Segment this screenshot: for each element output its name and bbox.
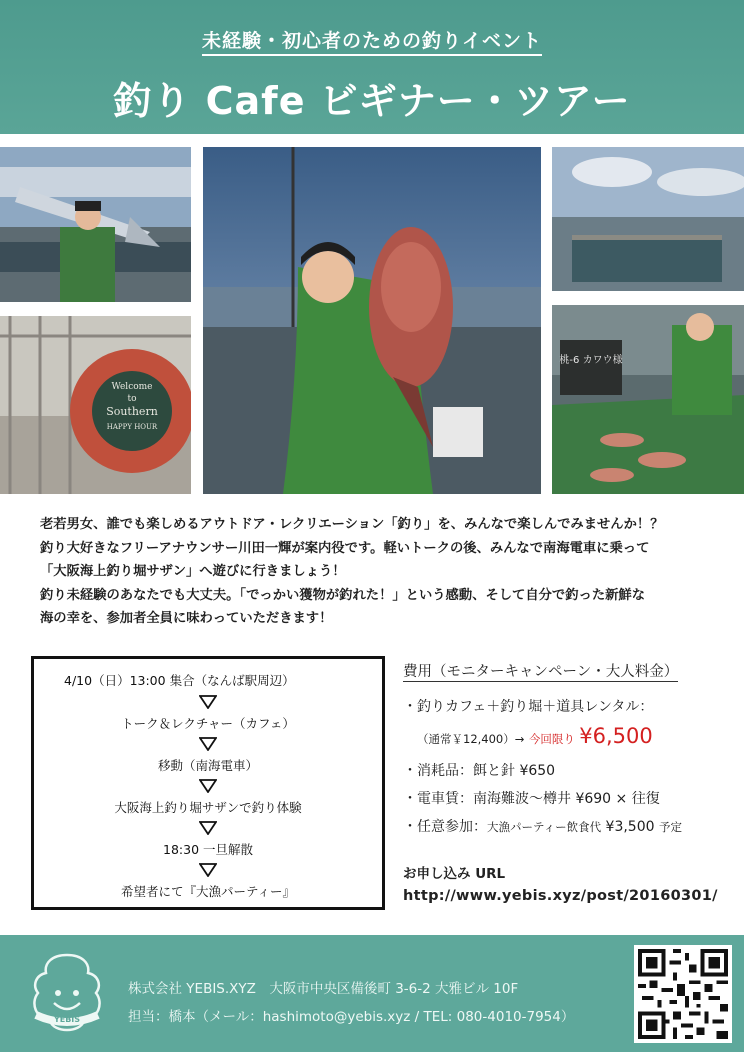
intro-line: 「大阪海上釣り堀サザン」へ遊びに行きましょう！ (40, 564, 346, 579)
board-text: 桃-6 カワウ様 (559, 355, 623, 366)
fee-item-1-price-row (417, 724, 653, 748)
apply-url-link[interactable]: http://www.yebis.xyz/post/20160301/ (403, 888, 718, 904)
photo-man-with-fish (0, 147, 191, 302)
schedule-box (31, 656, 385, 910)
company-address: 株式会社 YEBIS.XYZ 大阪市中央区備後町 3-6-2 大雅ビル 10F (128, 981, 519, 997)
qr-code-icon[interactable] (634, 945, 732, 1043)
intro-text (40, 513, 710, 631)
event-subtitle: 未経験・初心者のための釣りイベント (0, 26, 744, 53)
fee-item-4-suffix: 予定 (659, 820, 682, 834)
down-arrow-icon (199, 821, 217, 835)
footer (0, 935, 744, 1052)
schedule-step-5: 18:30 一旦解散 (163, 842, 253, 857)
sign-text-1: Welcome (111, 382, 153, 392)
schedule-step-1: 4/10（日）13:00 集合（なんば駅周辺） (64, 673, 295, 688)
schedule-step-3: 移動（南海電車） (157, 758, 258, 773)
fee-item-4 (403, 816, 682, 836)
fee-item-4-prefix: ・任意参加： (403, 819, 487, 835)
sign-text-3: Southern (106, 405, 158, 418)
apply-label: お申し込み URL (403, 866, 506, 882)
fees-heading: 費用（モニターキャンペーン・大人料金） (403, 664, 679, 680)
fee-item-1: ・釣りカフェ＋釣り堀＋道具レンタル： (403, 699, 654, 715)
intro-line: 老若男女、誰でも楽しめるアウトドア・レクリエーション「釣り」を、みんなで楽しんでみませんか！？ (40, 517, 664, 532)
down-arrow-icon (199, 695, 217, 709)
yebis-logo (22, 949, 112, 1039)
event-title: 釣り Cafe ビギナー・ツアー (113, 79, 631, 123)
sign-text-2: to (127, 394, 137, 404)
fee-regular-price: （通常￥12,400）→ (417, 732, 525, 746)
fee-item-4-price: ¥3,500 (605, 819, 655, 835)
fee-item-4-label: 大漁パーティー飲食代 (487, 820, 602, 834)
photo-fishing-pond (552, 147, 744, 291)
intro-line: 釣り大好きなフリーアナウンサー川田一輝が案内役です。軽いトークの後、みんなで南海電車に乗って (40, 540, 650, 556)
schedule-step-4: 大阪海上釣り堀サザンで釣り体験 (114, 800, 302, 815)
intro-line: 海の幸を、参加者全員に味わっていただきます！ (40, 611, 333, 626)
header-banner (0, 0, 744, 134)
logo-text: YEBIS (53, 1015, 81, 1024)
photo-man-with-sea-bream (203, 147, 541, 494)
sign-text-4: HAPPY HOUR (106, 423, 158, 431)
contact-info: 担当：橋本（メール：hashimoto@yebis.xyz / TEL: 080-4010-7954） (128, 1009, 575, 1025)
fee-item-2: ・消耗品：餌と針 ¥650 (403, 763, 556, 779)
down-arrow-icon (199, 863, 217, 877)
down-arrow-icon (199, 779, 217, 793)
schedule-step-6: 希望者にて『大漁パーティー』 (120, 884, 295, 899)
fee-item-3: ・電車賃：南海難波〜樽井 ¥690 × 往復 (403, 791, 660, 807)
schedule-step-2: トーク＆レクチャー（カフェ） (121, 716, 295, 731)
intro-line: 釣り未経験のあなたでも大丈夫。「でっかい獲物が釣れた！」という感動、そして自分で釣った新鮮な (40, 587, 646, 603)
photo-catch-on-turf (552, 305, 744, 494)
fee-limited-price: ¥6,500 (579, 724, 653, 748)
down-arrow-icon (199, 737, 217, 751)
photo-life-ring (0, 316, 191, 494)
fee-limited-label: 今回限り (528, 732, 575, 746)
